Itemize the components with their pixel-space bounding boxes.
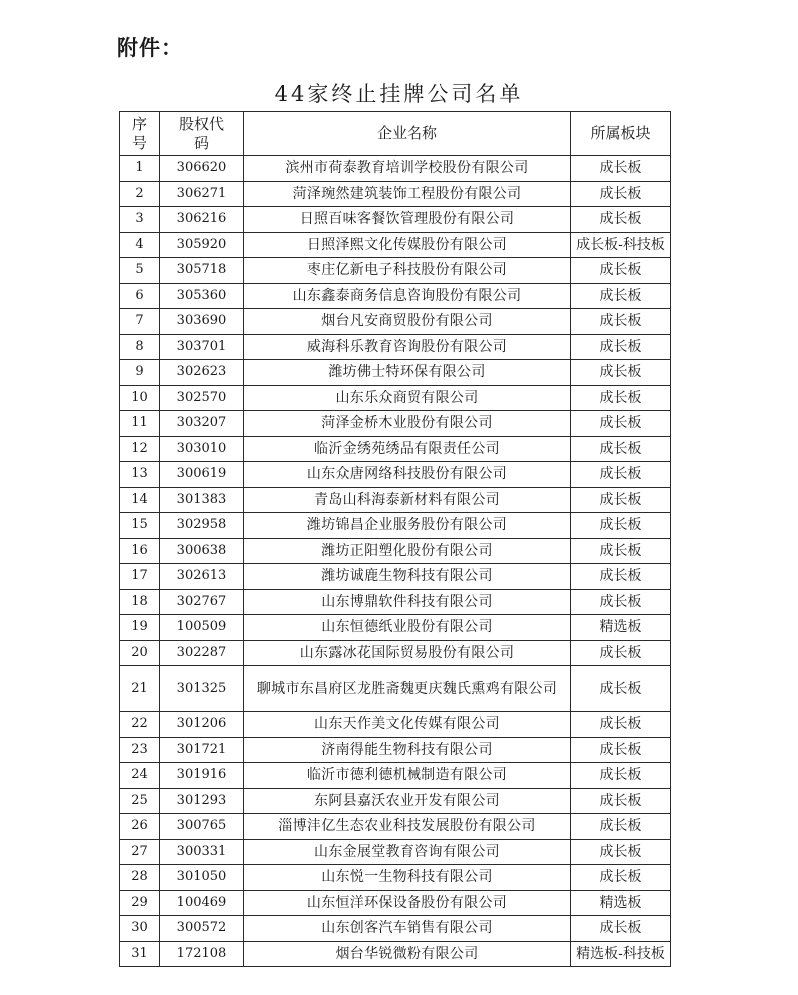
row-company-name: 威海科乐教育咨询股份有限公司 bbox=[244, 334, 571, 360]
company-table bbox=[119, 111, 671, 967]
row-seq: 1 bbox=[120, 156, 160, 182]
row-board: 成长板 bbox=[571, 283, 671, 309]
table-row bbox=[120, 814, 671, 840]
row-seq: 23 bbox=[120, 737, 160, 763]
row-code: 301325 bbox=[160, 666, 244, 712]
row-seq: 5 bbox=[120, 258, 160, 284]
table-row bbox=[120, 712, 671, 738]
row-board: 成长板 bbox=[571, 538, 671, 564]
row-code: 301916 bbox=[160, 763, 244, 789]
row-code: 300765 bbox=[160, 814, 244, 840]
row-seq: 29 bbox=[120, 890, 160, 916]
row-board: 成长板 bbox=[571, 814, 671, 840]
row-seq: 24 bbox=[120, 763, 160, 789]
header-name: 企业名称 bbox=[244, 112, 571, 156]
row-seq: 19 bbox=[120, 615, 160, 641]
row-seq: 15 bbox=[120, 513, 160, 539]
table-row bbox=[120, 538, 671, 564]
row-code: 300619 bbox=[160, 462, 244, 488]
row-company-name: 临沂金绣苑绣品有限责任公司 bbox=[244, 436, 571, 462]
row-seq: 26 bbox=[120, 814, 160, 840]
table-row bbox=[120, 737, 671, 763]
row-code: 301721 bbox=[160, 737, 244, 763]
row-company-name: 日照泽熙文化传媒股份有限公司 bbox=[244, 232, 571, 258]
table-row bbox=[120, 283, 671, 309]
row-board: 成长板 bbox=[571, 334, 671, 360]
table-row bbox=[120, 589, 671, 615]
table-row bbox=[120, 309, 671, 335]
row-company-name: 日照百味客餐饮管理股份有限公司 bbox=[244, 207, 571, 233]
row-company-name: 山东悦一生物科技有限公司 bbox=[244, 865, 571, 891]
row-code: 301293 bbox=[160, 788, 244, 814]
row-company-name: 潍坊诚鹿生物科技有限公司 bbox=[244, 564, 571, 590]
row-seq: 27 bbox=[120, 839, 160, 865]
row-code: 305718 bbox=[160, 258, 244, 284]
row-company-name: 山东鑫泰商务信息咨询股份有限公司 bbox=[244, 283, 571, 309]
row-company-name: 济南得能生物科技有限公司 bbox=[244, 737, 571, 763]
row-code: 302287 bbox=[160, 640, 244, 666]
row-code: 300638 bbox=[160, 538, 244, 564]
row-company-name: 山东博鼎软件科技有限公司 bbox=[244, 589, 571, 615]
row-board: 成长板 bbox=[571, 737, 671, 763]
row-company-name: 聊城市东昌府区龙胜斋魏更庆魏氏熏鸡有限公司 bbox=[244, 666, 571, 712]
table-row bbox=[120, 839, 671, 865]
row-seq: 11 bbox=[120, 411, 160, 437]
table-header-row bbox=[120, 112, 671, 156]
row-board: 精选板 bbox=[571, 615, 671, 641]
row-seq: 13 bbox=[120, 462, 160, 488]
row-code: 303690 bbox=[160, 309, 244, 335]
row-code: 301383 bbox=[160, 487, 244, 513]
row-company-name: 淄博沣亿生态农业科技发展股份有限公司 bbox=[244, 814, 571, 840]
row-seq: 21 bbox=[120, 666, 160, 712]
row-company-name: 菏泽金桥木业股份有限公司 bbox=[244, 411, 571, 437]
row-company-name: 滨州市荷泰教育培训学校股份有限公司 bbox=[244, 156, 571, 182]
header-board: 所属板块 bbox=[571, 112, 671, 156]
row-board: 成长板 bbox=[571, 865, 671, 891]
document-title: 44家终止挂牌公司名单 bbox=[274, 82, 524, 106]
row-board: 成长板 bbox=[571, 309, 671, 335]
row-code: 100509 bbox=[160, 615, 244, 641]
row-board: 成长板 bbox=[571, 462, 671, 488]
row-code: 306620 bbox=[160, 156, 244, 182]
row-company-name: 山东恒德纸业股份有限公司 bbox=[244, 615, 571, 641]
table-row bbox=[120, 232, 671, 258]
table-row bbox=[120, 640, 671, 666]
row-code: 306271 bbox=[160, 181, 244, 207]
row-board: 成长板 bbox=[571, 360, 671, 386]
row-seq: 28 bbox=[120, 865, 160, 891]
row-company-name: 山东露冰花国际贸易股份有限公司 bbox=[244, 640, 571, 666]
table-row bbox=[120, 487, 671, 513]
table-row bbox=[120, 564, 671, 590]
row-seq: 25 bbox=[120, 788, 160, 814]
table-row bbox=[120, 181, 671, 207]
table-row bbox=[120, 916, 671, 942]
row-company-name: 东阿县嘉沃农业开发有限公司 bbox=[244, 788, 571, 814]
row-seq: 16 bbox=[120, 538, 160, 564]
row-company-name: 潍坊正阳塑化股份有限公司 bbox=[244, 538, 571, 564]
row-seq: 14 bbox=[120, 487, 160, 513]
row-seq: 31 bbox=[120, 941, 160, 967]
row-seq: 4 bbox=[120, 232, 160, 258]
row-board: 成长板 bbox=[571, 712, 671, 738]
row-board: 精选板-科技板 bbox=[571, 941, 671, 967]
row-seq: 30 bbox=[120, 916, 160, 942]
row-company-name: 菏泽琬然建筑装饰工程股份有限公司 bbox=[244, 181, 571, 207]
header-seq: 序号 bbox=[120, 112, 160, 156]
table-body bbox=[120, 156, 671, 967]
table-row bbox=[120, 462, 671, 488]
row-seq: 22 bbox=[120, 712, 160, 738]
row-code: 301206 bbox=[160, 712, 244, 738]
row-board: 成长板 bbox=[571, 589, 671, 615]
row-seq: 18 bbox=[120, 589, 160, 615]
table-row bbox=[120, 411, 671, 437]
row-seq: 2 bbox=[120, 181, 160, 207]
row-code: 100469 bbox=[160, 890, 244, 916]
attachment-label: 附件： bbox=[117, 36, 183, 60]
row-board: 成长板 bbox=[571, 839, 671, 865]
row-board: 精选板 bbox=[571, 890, 671, 916]
table-row bbox=[120, 513, 671, 539]
row-board: 成长板 bbox=[571, 640, 671, 666]
row-board: 成长板 bbox=[571, 181, 671, 207]
row-seq: 8 bbox=[120, 334, 160, 360]
table-row bbox=[120, 436, 671, 462]
row-board: 成长板 bbox=[571, 564, 671, 590]
row-company-name: 山东创客汽车销售有限公司 bbox=[244, 916, 571, 942]
row-company-name: 烟台凡安商贸股份有限公司 bbox=[244, 309, 571, 335]
row-company-name: 山东恒洋环保设备股份有限公司 bbox=[244, 890, 571, 916]
table-row bbox=[120, 865, 671, 891]
row-board: 成长板 bbox=[571, 487, 671, 513]
row-seq: 7 bbox=[120, 309, 160, 335]
row-code: 302958 bbox=[160, 513, 244, 539]
row-code: 302570 bbox=[160, 385, 244, 411]
row-company-name: 青岛山科海泰新材料有限公司 bbox=[244, 487, 571, 513]
table-row bbox=[120, 334, 671, 360]
row-seq: 9 bbox=[120, 360, 160, 386]
table-row bbox=[120, 941, 671, 967]
row-seq: 10 bbox=[120, 385, 160, 411]
table-row bbox=[120, 615, 671, 641]
row-code: 172108 bbox=[160, 941, 244, 967]
table-row bbox=[120, 763, 671, 789]
row-company-name: 山东众唐网络科技股份有限公司 bbox=[244, 462, 571, 488]
row-board: 成长板 bbox=[571, 916, 671, 942]
row-code: 305360 bbox=[160, 283, 244, 309]
row-board: 成长板 bbox=[571, 385, 671, 411]
row-company-name: 山东乐众商贸有限公司 bbox=[244, 385, 571, 411]
table-row bbox=[120, 156, 671, 182]
row-code: 302613 bbox=[160, 564, 244, 590]
row-board: 成长板 bbox=[571, 156, 671, 182]
row-company-name: 山东金展堂教育咨询有限公司 bbox=[244, 839, 571, 865]
row-seq: 17 bbox=[120, 564, 160, 590]
row-seq: 6 bbox=[120, 283, 160, 309]
row-board: 成长板 bbox=[571, 763, 671, 789]
header-code: 股权代码 bbox=[160, 112, 244, 156]
row-company-name: 烟台华锐微粉有限公司 bbox=[244, 941, 571, 967]
table-row bbox=[120, 207, 671, 233]
row-board: 成长板 bbox=[571, 411, 671, 437]
table-row bbox=[120, 890, 671, 916]
row-company-name: 潍坊佛士特环保有限公司 bbox=[244, 360, 571, 386]
row-seq: 12 bbox=[120, 436, 160, 462]
row-code: 303010 bbox=[160, 436, 244, 462]
row-code: 303207 bbox=[160, 411, 244, 437]
table-row bbox=[120, 788, 671, 814]
row-board: 成长板 bbox=[571, 788, 671, 814]
row-code: 306216 bbox=[160, 207, 244, 233]
table-row bbox=[120, 666, 671, 712]
row-board: 成长板 bbox=[571, 666, 671, 712]
row-code: 302767 bbox=[160, 589, 244, 615]
row-company-name: 潍坊锦昌企业服务股份有限公司 bbox=[244, 513, 571, 539]
table-row bbox=[120, 258, 671, 284]
row-board: 成长板 bbox=[571, 258, 671, 284]
row-company-name: 临沂市德利德机械制造有限公司 bbox=[244, 763, 571, 789]
row-code: 301050 bbox=[160, 865, 244, 891]
row-board: 成长板 bbox=[571, 207, 671, 233]
row-code: 305920 bbox=[160, 232, 244, 258]
row-board: 成长板 bbox=[571, 436, 671, 462]
row-code: 302623 bbox=[160, 360, 244, 386]
table-row bbox=[120, 385, 671, 411]
row-seq: 3 bbox=[120, 207, 160, 233]
row-code: 300572 bbox=[160, 916, 244, 942]
row-code: 300331 bbox=[160, 839, 244, 865]
row-code: 303701 bbox=[160, 334, 244, 360]
table-row bbox=[120, 360, 671, 386]
row-board: 成长板-科技板 bbox=[571, 232, 671, 258]
row-company-name: 山东天作美文化传媒有限公司 bbox=[244, 712, 571, 738]
row-seq: 20 bbox=[120, 640, 160, 666]
row-board: 成长板 bbox=[571, 513, 671, 539]
row-company-name: 枣庄亿新电子科技股份有限公司 bbox=[244, 258, 571, 284]
